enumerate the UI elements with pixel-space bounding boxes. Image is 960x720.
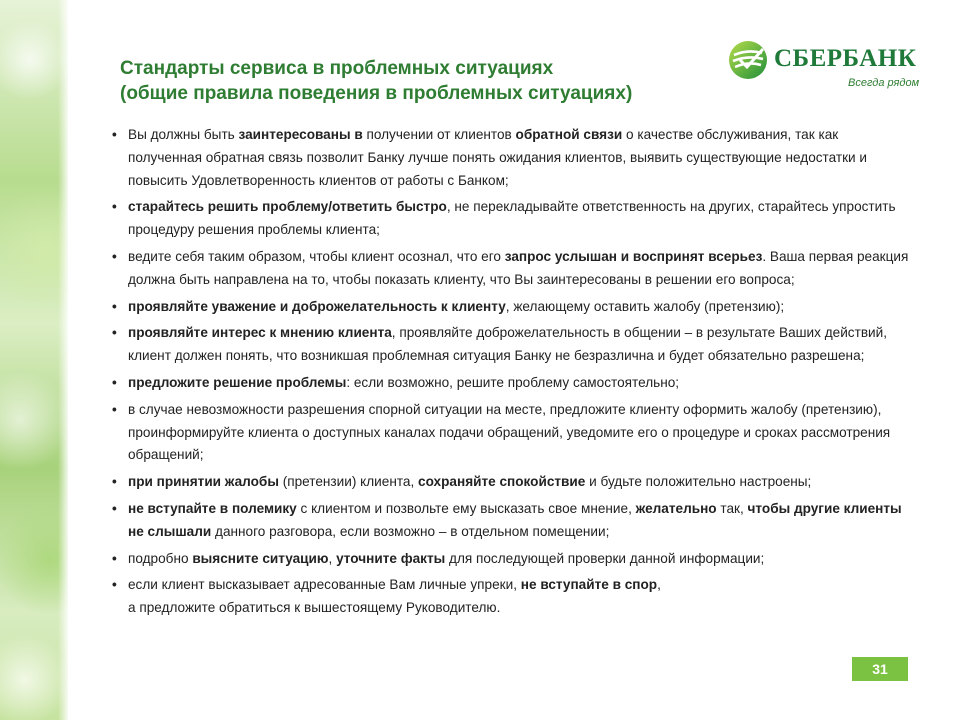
rule-item (110, 399, 910, 467)
rule-item (110, 296, 910, 319)
rule-emphasis: сохраняйте спокойствие (418, 474, 586, 490)
rule-emphasis: проявляйте уважение и доброжелательность к клиенту (128, 298, 506, 314)
rule-emphasis: запрос услышан и воспринят всерьез (504, 248, 763, 264)
rule-text: , желающему оставить жалобу (претензию); (505, 298, 785, 314)
rule-item (110, 322, 910, 368)
logo-wordmark: СБЕРБАНК (774, 45, 917, 72)
rule-text: подробно (128, 550, 193, 566)
rule-text: с клиентом и позвольте ему высказать свое мнение, (296, 500, 636, 516)
rule-text: Вы должны быть (128, 127, 239, 142)
rules-list-container (110, 124, 910, 624)
rule-text: для последующей проверки данной информации; (445, 550, 765, 566)
rule-text: , (328, 550, 337, 566)
rule-emphasis: заинтересованы в (238, 127, 363, 142)
title-line-2: (общие правила поведения в проблемных ситуациях) (120, 83, 633, 104)
rule-text: а предложите обратиться к вышестоящему Руководителю. (128, 600, 501, 616)
rule-emphasis: выясните ситуацию (192, 550, 329, 566)
sberbank-logo-icon (728, 40, 768, 80)
logo-tagline: Всегда рядом (848, 77, 920, 89)
decorative-side-strip (0, 0, 68, 720)
rule-emphasis: обратной связи (515, 127, 623, 142)
rule-emphasis: желательно (635, 500, 717, 516)
rule-item (110, 372, 910, 395)
rule-text: . Ваша первая реакция должна быть направлена на то, чтобы показать клиенту, что Вы заинтересованы в решении его вопроса; (128, 248, 909, 287)
rule-text: так, (716, 500, 748, 516)
rule-text: получении от клиентов (362, 127, 516, 142)
rule-item (110, 246, 910, 292)
title-line-1: Стандарты сервиса в проблемных ситуациях (120, 58, 554, 79)
slide-title (120, 56, 632, 106)
rule-text: о качестве обслуживания, так как полученная обратная связь позволит Банку лучше понять ожидания клиентов, выявить существующие недостатки и повысить Удовлетворенность клиентов от работы с Банком; (128, 127, 868, 188)
rule-text: данного разговора, если возможно – в отдельном помещении; (211, 523, 610, 539)
rule-emphasis: уточните факты (336, 550, 446, 566)
rule-text: в случае невозможности разрешения спорной ситуации на месте, предложите клиенту оформить жалобу (претензию), проинформируйте клиента о доступных каналах подачи обращений, уведомите его о процедуре и сроках рассмотрения обращений; (128, 401, 891, 463)
rule-item (110, 471, 910, 494)
rule-item (110, 548, 910, 571)
rule-text: , (657, 577, 661, 593)
rule-item (110, 574, 910, 620)
page-number-badge: 31 (852, 657, 908, 681)
rule-text: (претензии) клиента, (278, 474, 419, 490)
rule-emphasis: не вступайте в полемику (128, 500, 297, 516)
rule-item (110, 196, 910, 242)
rule-text: , не перекладывайте ответственность на других, старайтесь упростить процедуру решения проблемы клиента; (128, 199, 896, 238)
rules-list (110, 124, 910, 620)
rule-text: : если возможно, решите проблему самостоятельно; (346, 374, 680, 390)
rule-emphasis: не вступайте в спор (520, 577, 658, 593)
rule-item (110, 124, 910, 192)
rule-emphasis: при принятии жалобы (128, 474, 279, 490)
rule-emphasis: проявляйте интерес к мнению клиента (128, 325, 392, 341)
rule-text: ведите себя таким образом, чтобы клиент осознал, что его (128, 248, 505, 264)
rule-emphasis: старайтесь решить проблему/ответить быстро (128, 199, 447, 215)
rule-text: если клиент высказывает адресованные Вам личные упреки, (128, 577, 521, 593)
rule-emphasis: предложите решение проблемы (128, 374, 347, 390)
rule-text: и будьте положительно настроены; (585, 474, 812, 490)
sberbank-logo (728, 40, 928, 94)
rule-text: , проявляйте доброжелательность в общении – в результате Ваших действий, клиент должен понять, что возникшая проблемная ситуация Банку не безразлична и будет обязательно разрешена; (128, 325, 888, 364)
rule-item (110, 498, 910, 544)
rule-emphasis: чтобы другие клиенты не слышали (128, 500, 902, 539)
